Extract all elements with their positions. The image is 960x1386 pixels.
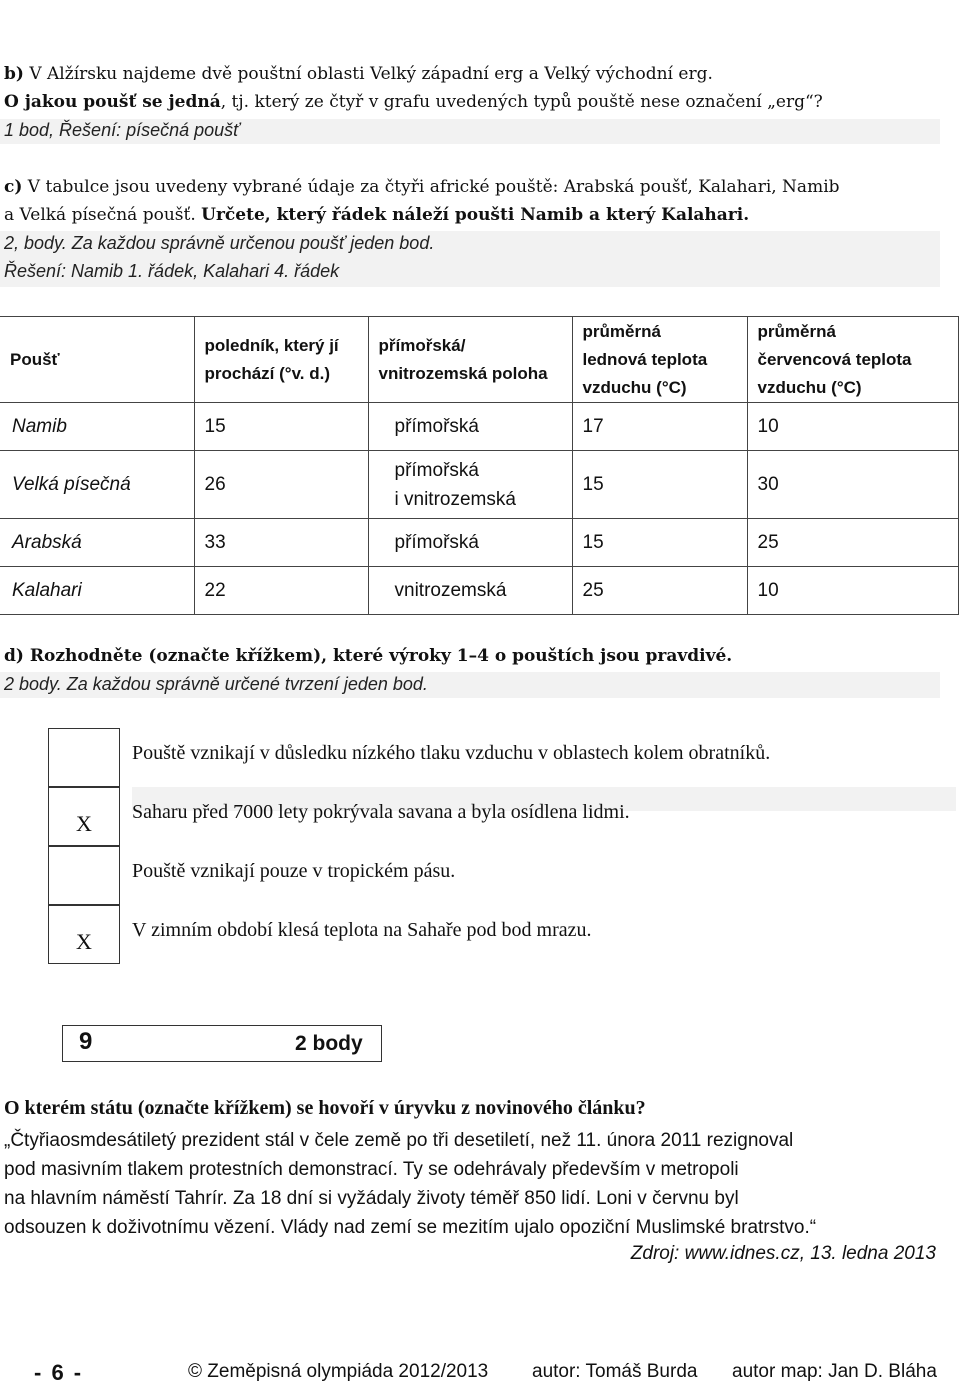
statement-text: V zimním období klesá teplota na Sahaře pod bod mrazu. (132, 919, 592, 941)
cell-name: Kalahari (0, 567, 194, 615)
statement-row (48, 846, 956, 905)
cell-name: Velká písečná (0, 451, 194, 519)
section-b-line1 (4, 64, 713, 84)
table-row (0, 451, 958, 519)
statement-row (48, 787, 956, 846)
desert-table (0, 316, 959, 615)
statement-text: Saharu před 7000 lety pokrývala savana a byla osídlena lidmi. (132, 801, 630, 823)
cell-name: Namib (0, 403, 194, 451)
section-c-label: c) (4, 177, 23, 197)
quote-line: pod masivním tlakem protestních demonstrací. Ty se odehrávaly především v metropoli (4, 1159, 739, 1180)
cell-meridian: 22 (194, 567, 368, 615)
task9-quote (4, 1126, 816, 1242)
section-c-scoring: 2, body. Za každou správně určenou poušť jeden bod. (4, 233, 435, 253)
cell-location: vnitrozemská (368, 567, 572, 615)
statement-text: Pouště vznikají pouze v tropickém pásu. (132, 860, 456, 882)
statement-text: Pouště vznikají v důsledku nízkého tlaku vzduchu v oblastech kolem obratníků. (132, 742, 771, 764)
section-c-text: V tabulce jsou uvedeny vybrané údaje za čtyři africké pouště: Arabská poušť, Kalahari, Namib (22, 177, 840, 197)
header-desert: Poušť (0, 317, 194, 403)
cell-meridian: 26 (194, 451, 368, 519)
section-c-line2 (4, 205, 749, 225)
cell-location: přímořská i vnitrozemská (368, 451, 572, 519)
quote-line: odsouzen k doživotnímu vězení. Vlády nad zemí se mezitím ujalo opoziční Muslimské bratrstvo.“ (4, 1217, 817, 1238)
statement-checkbox[interactable]: X (48, 787, 120, 846)
header-meridian: poledník, který jí prochází (°v. d.) (194, 317, 368, 403)
section-c-solution: Řešení: Namib 1. řádek, Kalahari 4. řádek (4, 261, 340, 281)
section-d-scoring: 2 body. Za každou správně určené tvrzení jeden bod. (4, 674, 428, 694)
statement-checkbox[interactable]: X (48, 905, 120, 964)
task9-source: Zdroj: www.idnes.cz, 13. ledna 2013 (630, 1243, 936, 1264)
cell-jan: 15 (572, 451, 747, 519)
task-points: 2 body (295, 1032, 363, 1055)
section-b-text: V Alžírsku najdeme dvě pouštní oblasti Velký západní erg a Velký východní erg. (23, 64, 713, 84)
footer-author: autor: Tomáš Burda (532, 1361, 698, 1382)
table-header-row (0, 317, 958, 403)
footer-maps-author: autor map: Jan D. Bláha (732, 1361, 937, 1382)
section-b-question-rest: , tj. který ze čtyř v grafu uvedených typů pouště nese označení „erg“? (220, 92, 823, 112)
cell-jul: 10 (747, 567, 958, 615)
statement-checkbox[interactable] (48, 728, 120, 787)
task-number: 9 (79, 1028, 93, 1055)
cell-jan: 17 (572, 403, 747, 451)
statement-checkbox[interactable] (48, 846, 120, 905)
cell-name: Arabská (0, 519, 194, 567)
cell-jul: 10 (747, 403, 958, 451)
cell-location: přímořská (368, 519, 572, 567)
quote-line: „Čtyřiaosmdesátiletý prezident stál v čele země po tři desetiletí, než 11. února 2011 rezignoval (4, 1130, 794, 1151)
task-number-box (62, 1025, 382, 1062)
header-january-temp: průměrná lednová teplota vzduchu (°C) (572, 317, 747, 403)
task9-question: O kterém státu (označte křížkem) se hovoří v úryvku z novinového článku? (4, 1097, 646, 1119)
section-b-question: O jakou poušť se jedná (4, 92, 221, 112)
header-location: přímořská/ vnitrozemská poloha (368, 317, 572, 403)
table-row (0, 567, 958, 615)
section-d-heading: d) Rozhodněte (označte křížkem), které výroky 1–4 o pouštích jsou pravdivé. (4, 646, 733, 666)
section-b-solution: 1 bod, Řešení: písečná poušť (4, 120, 240, 140)
quote-line: na hlavním náměstí Tahrír. Za 18 dní si vyžádaly životy téměř 850 lidí. Loni v červnu byl (4, 1188, 739, 1209)
statement-row (48, 728, 956, 787)
table-row (0, 403, 958, 451)
table-row (0, 519, 958, 567)
cell-location: přímořská (368, 403, 572, 451)
cell-meridian: 33 (194, 519, 368, 567)
section-c-line1 (4, 177, 840, 197)
section-c-question: Určete, který řádek náleží poušti Namib a který Kalahari. (201, 205, 750, 225)
cell-jul: 30 (747, 451, 958, 519)
statement-row (48, 905, 956, 964)
section-c-text2: a Velká písečná poušť. (4, 205, 202, 225)
header-july-temp: průměrná červencová teplota vzduchu (°C) (747, 317, 958, 403)
footer-copyright: © Zeměpisná olympiáda 2012/2013 (188, 1361, 489, 1382)
cell-jan: 25 (572, 567, 747, 615)
cell-jan: 15 (572, 519, 747, 567)
cell-meridian: 15 (194, 403, 368, 451)
cell-jul: 25 (747, 519, 958, 567)
section-b-label: b) (4, 64, 24, 84)
page-number: - 6 - (34, 1360, 84, 1385)
section-b-line2 (4, 92, 823, 112)
